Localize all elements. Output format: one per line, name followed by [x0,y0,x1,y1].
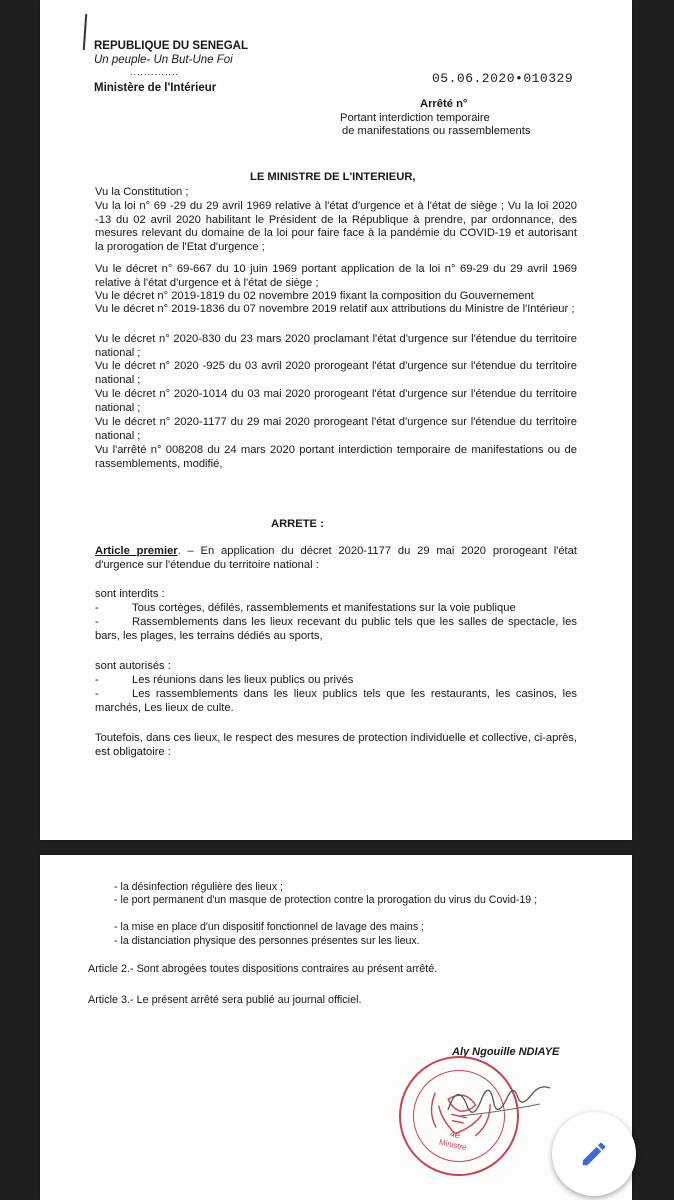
svg-text:4e: 4e [449,1128,461,1141]
forbidden-bullet-1: - [95,602,99,614]
consideration-9: Vu le décret n° 2020-1177 du 29 mai 2020 prorogeant l'état d'urgence sur l'étendue du territoire national ; [95,416,577,442]
arrete-heading: ARRETE : [271,518,324,530]
measure-3: - la mise en place d'un dispositif fonctionnel de lavage des mains ; [114,921,425,933]
allowed-heading: sont autorisés : [95,660,171,672]
pencil-icon [579,1139,609,1169]
country-name: REPUBLIQUE DU SENEGAL [94,40,248,52]
forbidden-heading: sont interdits : [95,588,165,600]
edit-button[interactable] [552,1112,636,1196]
consideration-6: Vu le décret n° 2020-830 du 23 mars 2020 proclamant l'état d'urgence sur l'étendue du territoire national ; [95,333,577,359]
consideration-4: Vu le décret n° 2019-1819 du 02 novembre 2019 fixant la composition du Gouvernement [95,290,534,302]
article-1-label: Article premier [95,545,178,557]
svg-text:Ministre: Ministre [438,1137,468,1153]
signatory-name: Aly Ngouille NDIAYE [452,1046,560,1058]
consideration-8: Vu le décret n° 2020-1014 du 03 mai 2020 prorogeant l'état d'urgence sur l'étendue du territoire national ; [95,388,577,414]
handwritten-signature [440,1070,560,1130]
forbidden-item-2: Rassemblements dans les lieux recevant du public tels que les salles de spectacle, les bars, les plages, les terrains dédiés au sports, [95,616,577,642]
measure-1: - la désinfection régulière des lieux ; [114,881,284,893]
consideration-10: Vu l'arrêté n° 008208 du 24 mars 2020 portant interdiction temporaire de manifestations ou de rassemblements, modifié, [95,444,577,470]
pen-mark [83,14,88,50]
allowed-bullet-1: - [95,674,99,686]
article-3: Article 3.- Le présent arrêté sera publié au journal officiel. [88,994,362,1006]
minister-heading: LE MINISTRE DE L'INTERIEUR, [250,171,416,183]
national-motto: Un peuple- Un But-Une Foi [94,54,233,66]
decree-title-line2: de manifestations ou rassemblements [342,125,531,137]
consideration-3: Vu le décret n° 69-667 du 10 juin 1969 portant application de la loi n° 69-29 du 29 avril 1969 relative à l'état d'urgence et à l'état de siège ; [95,263,577,289]
allowed-item-1: Les réunions dans les lieux publics ou privés [132,674,354,686]
decree-date-number: 05.06.2020•010329 [432,71,574,86]
consideration-7: Vu le décret n° 2020 -925 du 03 avril 2020 prorogeant l'état d'urgence sur l'étendue du territoire national ; [95,360,577,386]
allowed-bullet-2: - [95,688,99,700]
ministry-name: Ministère de l'Intérieur [94,82,217,94]
article-1-text: . – En application du décret 2020-1177 du 29 mai 2020 prorogeant l'état d'urgence sur l'étendue du territoire national : [95,545,577,571]
forbidden-item-1: Tous cortèges, défilés, rassemblements et manifestations sur la voie publique [132,602,516,614]
consideration-5: Vu le décret n° 2019-1836 du 07 novembre 2019 relatif aux attributions du Ministre de l'Intérieur ; [95,303,575,315]
decree-title-line1: Portant interdiction temporaire [340,112,490,124]
however-paragraph: Toutefois, dans ces lieux, le respect des mesures de protection individuelle et collective, ci-après, est obligatoire : [95,732,577,758]
allowed-item-2: Les rassemblements dans les lieux publics tels que les restaurants, les casinos, les marchés, Les lieux de culte. [95,688,577,714]
article-1 [95,545,577,572]
decree-label: Arrêté n° [420,98,468,110]
article-2: Article 2.- Sont abrogées toutes dispositions contraires au présent arrêté. [88,963,438,975]
document-page-2 [40,855,632,1200]
consideration-1: Vu la Constitution ; [95,186,189,198]
consideration-2: Vu la loi n° 69 -29 du 29 avril 1969 relative à l'état d'urgence et à l'état de siège ; Vu la loi 2020 -13 du 02 avril 2020 habilitant le Président de la République à prendre, par ordonnance, des mesures relevant du domaine de la loi pour faire face à la pandémie du COVID-19 et autorisant la prorogation de l'Etat d'urgence ; [95,200,577,253]
document-page-1 [40,0,632,840]
measure-2: - le port permanent d'un masque de protection contre la prorogation du virus du Covid-19 ; [114,894,538,906]
measure-4: - la distanciation physique des personnes présentes sur les lieux. [114,935,420,947]
forbidden-bullet-2: - [95,616,99,628]
header-dots: .............. [130,67,180,77]
